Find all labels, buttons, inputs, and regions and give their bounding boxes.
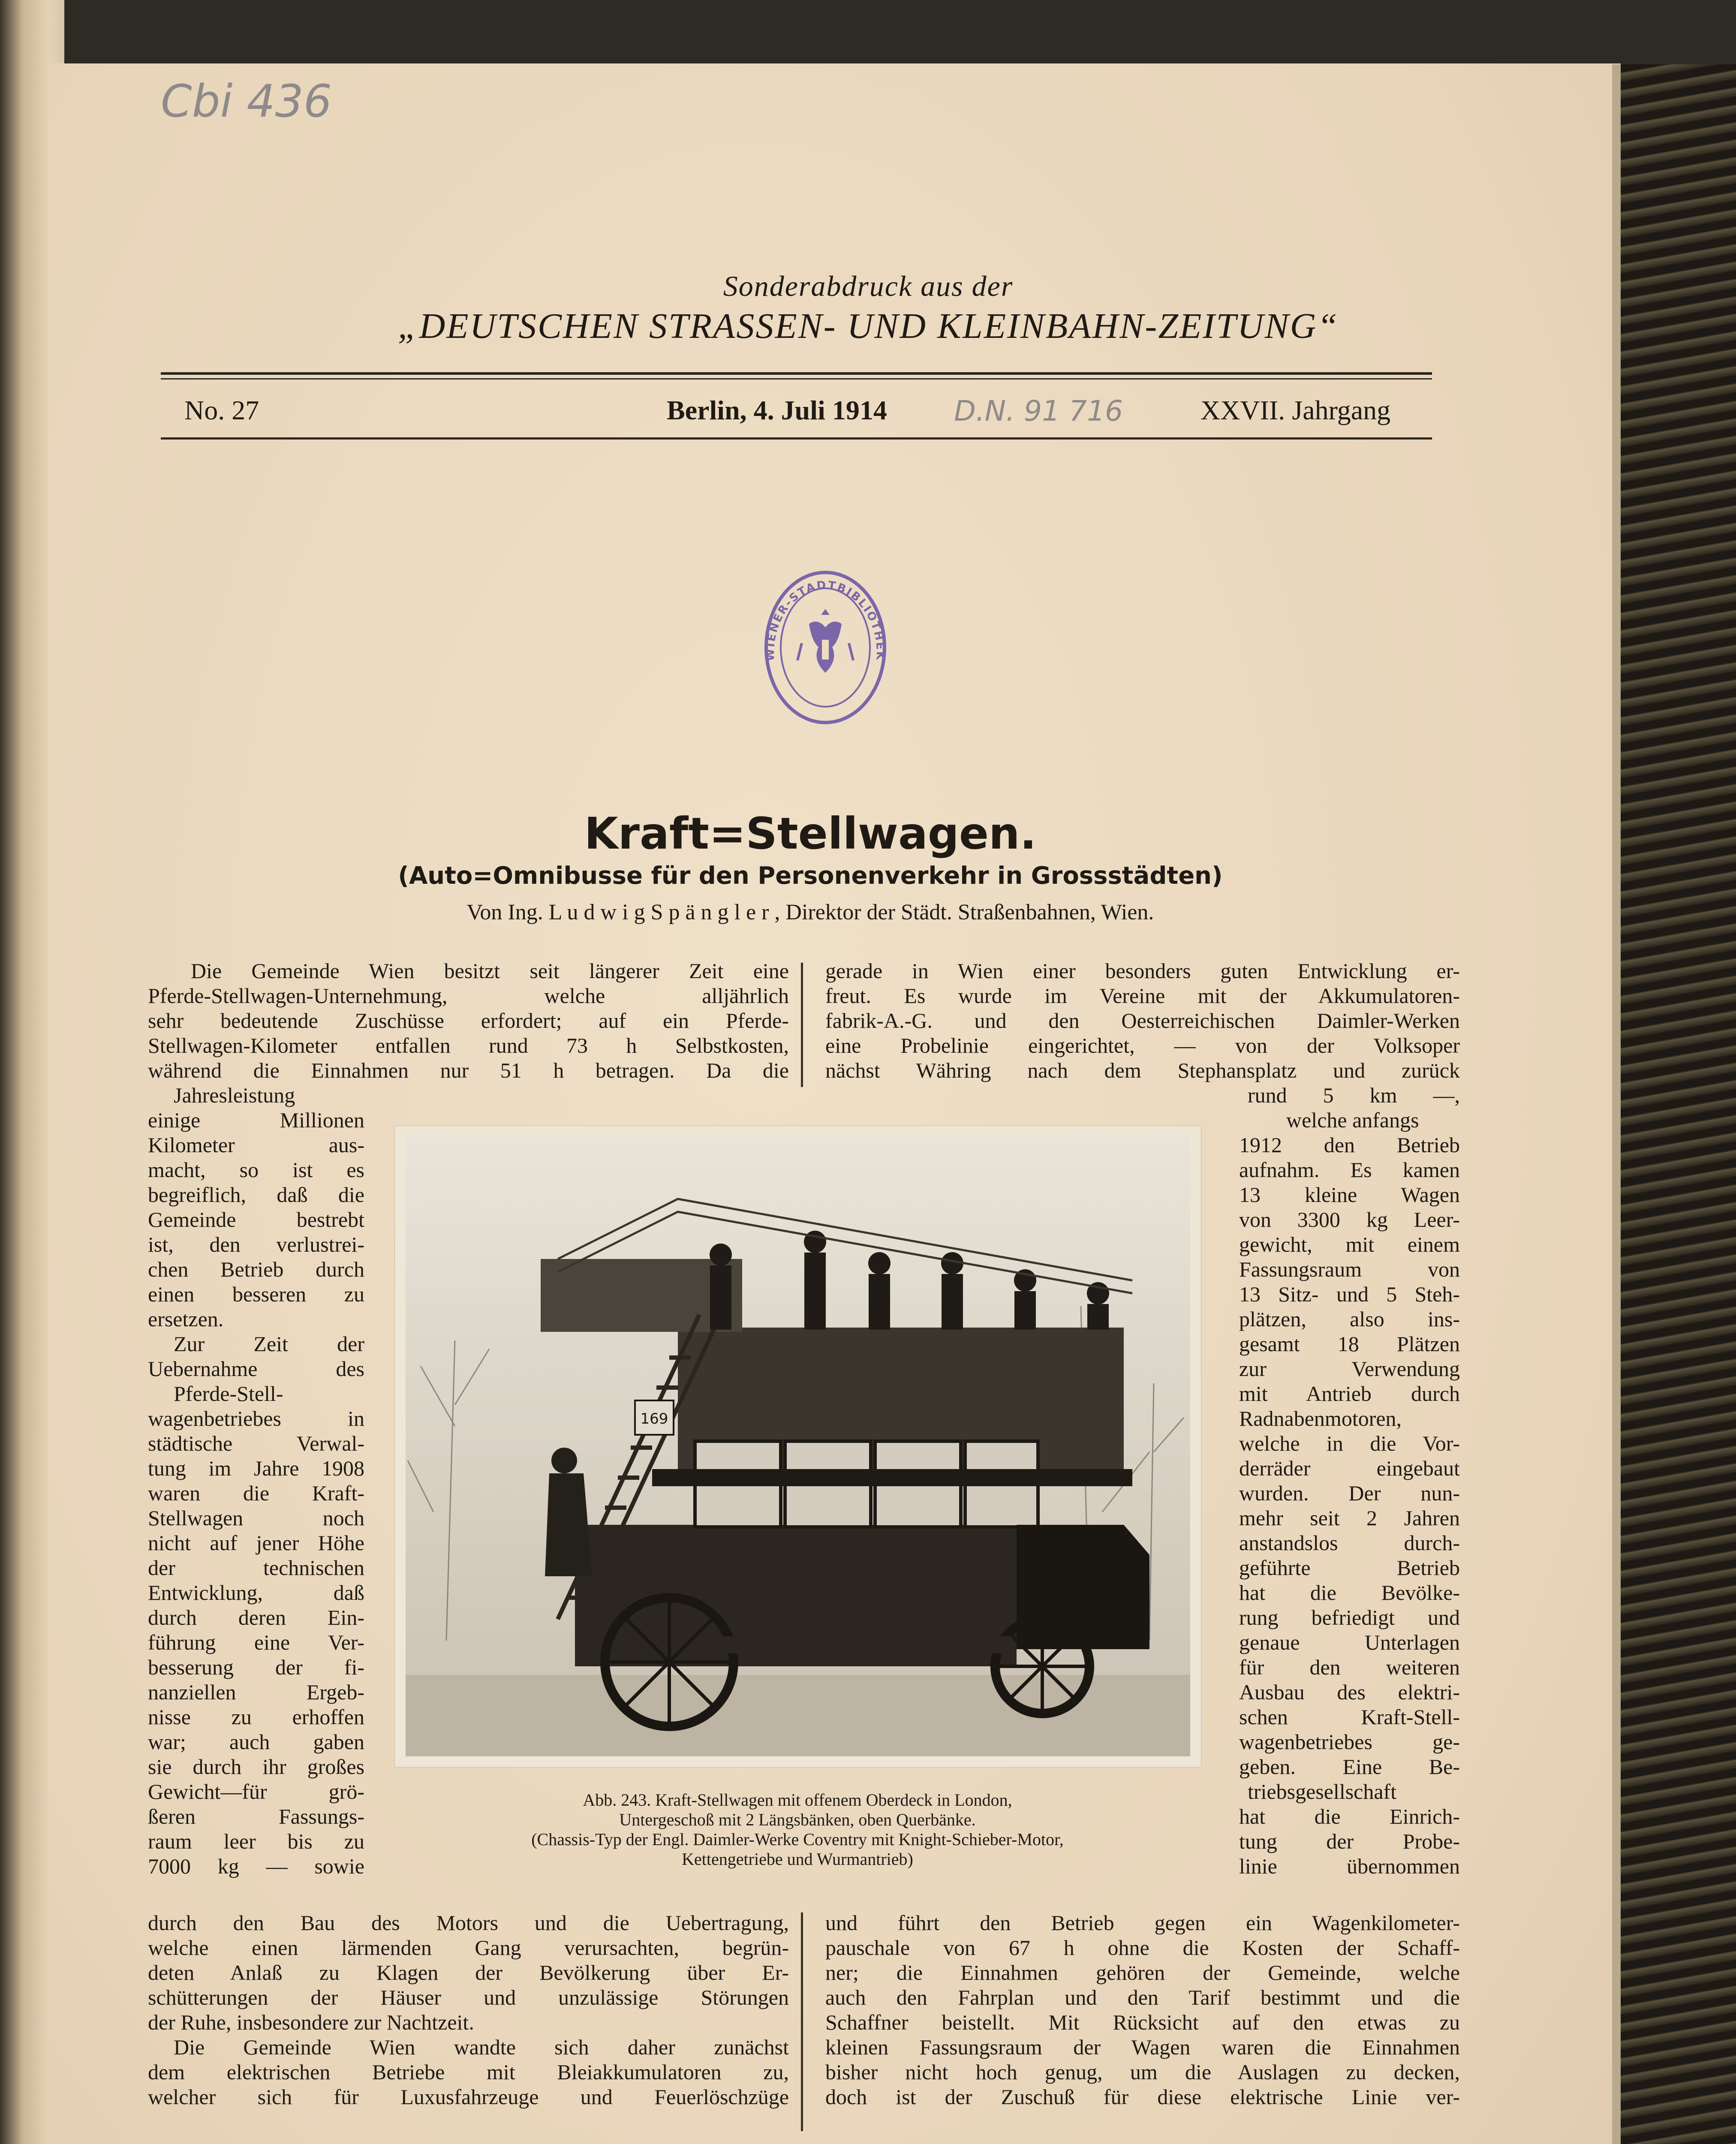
masthead-rule-top: [161, 372, 1432, 375]
right-column-bottom: [825, 1910, 1460, 2109]
text-line: führung eine Ver-: [148, 1630, 364, 1654]
text-line: doch ist der Zuschuß für diese elektrische Linie ver-: [825, 2085, 1460, 2109]
caption-line: Kettengetriebe und Wurmantrieb): [682, 1849, 913, 1869]
place-and-date: [667, 394, 887, 426]
text-line: macht, so ist es: [148, 1158, 364, 1182]
right-column-top: [825, 958, 1460, 1083]
text-line: der technischen: [148, 1556, 364, 1580]
text-line: kleinen Fassungsraum der Wagen waren die Einnahmen: [825, 2035, 1460, 2059]
text-line: geführte Betrieb: [1239, 1556, 1460, 1580]
bus-route-sign: 169: [640, 1410, 668, 1427]
text-line: Pferde-Stell-: [174, 1382, 283, 1406]
text-line: bisher nicht hoch genug, um die Auslagen zu decken,: [825, 2060, 1460, 2084]
caption-line: Abb. 243. Kraft-Stellwagen mit offenem Oberdeck in London,: [583, 1790, 1012, 1810]
text-line: welche einen lärmenden Gang verursachten, begrün-: [148, 1936, 789, 1960]
text-line: durch deren Ein-: [148, 1605, 364, 1629]
text-line: nanziellen Ergeb-: [148, 1680, 364, 1704]
text-line: eine Probelinie eingerichtet, — von der Volksoper: [825, 1033, 1460, 1057]
text-line: und führt den Betrieb gegen ein Wagenkilometer-: [825, 1911, 1460, 1935]
text-line: Zur Zeit der: [174, 1332, 364, 1356]
right-column-narrow: [1239, 1083, 1460, 1879]
volume-year: XXVII. Jahrgang: [1200, 395, 1391, 425]
text-line: geben. Eine Be-: [1239, 1755, 1460, 1779]
text-line: Entwicklung, daß: [148, 1581, 364, 1605]
text-line: Pferde-Stellwagen-Unternehmung, welche alljährlich: [148, 984, 789, 1008]
text-line: Die Gemeinde Wien besitzt seit längerer Zeit eine: [191, 959, 789, 983]
text-line: 1912 den Betrieb: [1239, 1133, 1460, 1157]
text-line: plätzen, also ins-: [1239, 1307, 1460, 1331]
text-line: der Ruhe, insbesondere zur Nachtzeit.: [148, 2010, 474, 2034]
handwritten-reference: D.N. 91 716: [954, 394, 1123, 428]
article-subtitle: (Auto=Omnibusse für den Personenverkehr in Grossstädten): [398, 862, 1223, 890]
text-line: begreiflich, daß die: [148, 1183, 364, 1207]
text-line: Die Gemeinde Wien wandte sich daher zunächst: [174, 2035, 789, 2059]
text-line: war; auch gaben: [148, 1730, 364, 1754]
eagle-crest-icon: [797, 609, 853, 673]
text-line: ersetzen.: [148, 1307, 224, 1331]
text-line: Radnabenmotoren,: [1239, 1406, 1402, 1430]
text-line: welche in die Vor-: [1239, 1431, 1460, 1455]
text-line: Gemeinde bestrebt: [148, 1208, 364, 1232]
text-line: mehr seit 2 Jahren: [1239, 1506, 1460, 1530]
text-line: schen Kraft-Stell-: [1239, 1705, 1460, 1729]
stamp-text: WIENER-STADTBIBLIOTHEK: [764, 578, 887, 662]
text-line: nisse zu erhoffen: [148, 1705, 364, 1729]
text-line: auch den Fahrplan und den Tarif bestimmt und die: [825, 1985, 1460, 2009]
reprint-line: Sonderabdruck aus der: [723, 270, 1014, 302]
left-column-top: [148, 958, 789, 1083]
masthead-rule-top-thin: [161, 378, 1432, 379]
text-line: für den weiteren: [1239, 1655, 1460, 1679]
text-line: anstandslos durch-: [1239, 1531, 1460, 1555]
masthead-rule-bottom: [161, 437, 1432, 440]
text-line: hat die Bevölke-: [1239, 1581, 1460, 1605]
text-line: linie übernommen: [1239, 1854, 1460, 1878]
text-line: fabrik-A.-G. und den Oesterreichischen Daimler-Werken: [825, 1009, 1460, 1033]
text-line: einige Millionen: [148, 1108, 364, 1132]
text-line: rung befriedigt und: [1239, 1605, 1460, 1629]
caption-line: (Chassis-Typ der Engl. Daimler-Werke Coventry mit Knight-Schieber-Motor,: [531, 1830, 1064, 1849]
text-line: pauschale von 67 h ohne die Kosten der Schaff-: [825, 1936, 1460, 1960]
text-line: mit Antrieb durch: [1239, 1382, 1460, 1406]
column-divider-top: [801, 963, 803, 1087]
text-line: welche anfangs: [1286, 1108, 1419, 1132]
text-line: gewicht, mit einem: [1239, 1232, 1460, 1256]
caption-line: Untergeschoß mit 2 Längsbänken, oben Querbänke.: [619, 1810, 976, 1829]
text-line: deten Anlaß zu Klagen der Bevölkerung über Er-: [148, 1960, 789, 1984]
pencil-shelf-mark: Cbi 436: [161, 75, 332, 127]
text-line: Gewicht—für grö-: [148, 1780, 364, 1804]
text-line: besserung der fi-: [148, 1655, 364, 1679]
text-line: wagenbetriebes in: [148, 1406, 364, 1430]
text-line: 7000 kg — sowie: [148, 1854, 364, 1878]
text-line: aufnahm. Es kamen: [1239, 1158, 1460, 1182]
text-line: Stellwagen-Kilometer entfallen rund 73 h Selbstkosten,: [148, 1033, 789, 1057]
text-line: tung im Jahre 1908: [148, 1456, 364, 1480]
figure-caption: [394, 1790, 1200, 1869]
text-line: hat die Einrich-: [1239, 1804, 1460, 1828]
text-line: Ausbau des elektri-: [1239, 1680, 1460, 1704]
place-date-text: Berlin, 4. Juli 1914: [667, 395, 887, 425]
text-line: ner; die Einnahmen gehören der Gemeinde, welche: [825, 1960, 1460, 1984]
left-column-bottom: [148, 1910, 789, 2109]
text-line: welcher sich für Luxusfahrzeuge und Feuerlöschzüge: [148, 2085, 789, 2109]
text-line: waren die Kraft-: [148, 1481, 364, 1505]
text-line: triebsgesellschaft: [1248, 1780, 1397, 1804]
text-line: zur Verwendung: [1239, 1357, 1460, 1381]
text-line: durch den Bau des Motors und die Uebertragung,: [148, 1911, 789, 1935]
text-line: sehr bedeutende Zuschüsse erfordert; auf ein Pferde-: [148, 1009, 789, 1033]
text-line: schütterungen der Häuser und unzulässige Störungen: [148, 1985, 789, 2009]
text-line: ist, den verlustrei-: [148, 1232, 364, 1256]
text-line: Uebernahme des: [148, 1357, 364, 1381]
text-line: gerade in Wien einer besonders guten Entwicklung er-: [825, 959, 1460, 983]
text-line: 13 kleine Wagen: [1239, 1183, 1460, 1207]
text-line: 13 Sitz- und 5 Steh-: [1239, 1282, 1460, 1306]
text-line: wagenbetriebes ge-: [1239, 1730, 1460, 1754]
text-line: Schaffner beistellt. Mit Rücksicht auf den etwas zu: [825, 2010, 1460, 2034]
text-line: von 3300 kg Leer-: [1239, 1208, 1460, 1232]
newspaper-masthead: „DEUTSCHEN STRASSEN- UND KLEINBAHN-ZEITUNG“: [397, 306, 1339, 346]
left-column-narrow: [148, 1083, 364, 1879]
text-line: derräder eingebaut: [1239, 1456, 1460, 1480]
text-line: raum leer bis zu: [148, 1829, 364, 1853]
text-line: sie durch ihr großes: [148, 1755, 364, 1779]
text-line: chen Betrieb durch: [148, 1257, 364, 1281]
text-line: genaue Unterlagen: [1239, 1630, 1460, 1654]
text-line: ßeren Fassungs-: [148, 1804, 364, 1828]
marbled-cover: [1621, 64, 1736, 2144]
text-line: Jahresleistung: [174, 1083, 295, 1107]
text-line: städtische Verwal-: [148, 1431, 364, 1455]
figure-photo: [394, 1126, 1201, 1768]
text-line: tung der Probe-: [1239, 1829, 1460, 1853]
bus-photo-illustration: [395, 1126, 1201, 1767]
text-line: nächst Währing nach dem Stephansplatz und zurück: [825, 1058, 1460, 1082]
column-divider-bottom: [801, 1912, 803, 2131]
library-stamp: [761, 568, 890, 727]
text-line: freut. Es wurde im Vereine mit der Akkumulatoren-: [825, 984, 1460, 1008]
text-line: dem elektrischen Betriebe mit Bleiakkumulatoren zu,: [148, 2060, 789, 2084]
text-line: Kilometer aus-: [148, 1133, 364, 1157]
text-line: während die Einnahmen nur 51 h betragen. Da die: [148, 1058, 789, 1082]
issue-number: No. 27: [184, 395, 259, 425]
text-line: nicht auf jener Höhe: [148, 1531, 364, 1555]
text-line: einen besseren zu: [148, 1282, 364, 1306]
text-line: Stellwagen noch: [148, 1506, 364, 1530]
article-byline: Von Ing. L u d w i g S p ä n g l e r , Direktor der Städt. Straßenbahnen, Wien.: [466, 900, 1154, 924]
text-line: wurden. Der nun-: [1239, 1481, 1460, 1505]
text-line: Fassungsraum von: [1239, 1257, 1460, 1281]
text-line: gesamt 18 Plätzen: [1239, 1332, 1460, 1356]
article-title: Kraft=Stellwagen.: [584, 808, 1037, 859]
text-line: rund 5 km —,: [1248, 1083, 1460, 1107]
